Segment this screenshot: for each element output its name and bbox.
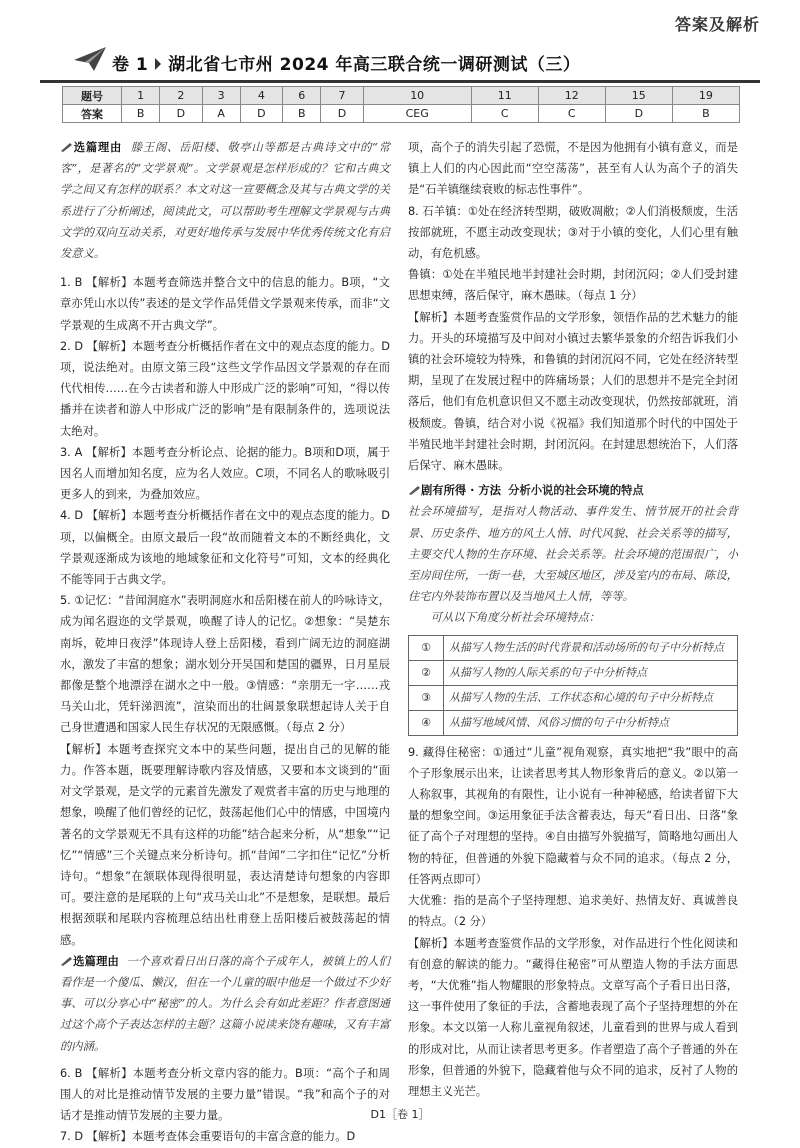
- method-row-text: 从描写人物的生活、工作状态和心境的句子中分析特点: [444, 685, 738, 710]
- answer-q8-luzhen: 鲁镇：①处在半殖民地半封建社会时期，封闭沉闷；②人们受封建思想束缚，落后保守，麻木愚昧。（每点 1 分）: [408, 268, 738, 303]
- method-intro: 可从以下角度分析社会环境特点：: [430, 611, 601, 625]
- question-number: 15: [605, 87, 672, 105]
- answer-q9: 9. 藏得住秘密：①通过“儿童”视角观察，真实地把“我”眼中的高个子形象展示出来，让读者思考其人物形象背后的意义。②以第一人称叙事，其视角的有限性，让小说有一种神秘感，给读者留下大量的想象空间。③运用象征手法含蓄表达，每天“看日出、日落”象征了高个子对理想的坚持。④自由描写外貌描写，简略地勾画出人物的特征，但普通的外貌下隐藏着与众不同的追求。（每点 2 分，任答两点即可）: [408, 745, 738, 886]
- answer-q4: 4. D 【解析】本题考查分析概括作者在文中的观点态度的能力。D项，以偏概全。由原文最后一段“故而随着文本的不断经典化，文学景观逐渐成为该地的地域象征和文化符号”可知，文本的经典化不能等同于古典文学。: [60, 509, 390, 587]
- answer-cell: B: [672, 105, 739, 123]
- answer-row: [63, 105, 740, 123]
- answer-cell: D: [160, 105, 202, 123]
- method-label: 剧有所得 · 方法: [421, 484, 501, 498]
- answer-q1: 1. B 【解析】本题考查筛选并整合文中的信息的能力。B项，“文章亦凭山水以传”表述的是文学作品凭借文学景观来传承，而非“文学景观的生成离不开古典文学”。: [60, 276, 390, 332]
- answer-q3: 3. A 【解析】本题考查分析论点、论据的能力。B项和D项，属于因名人而增加知名度，应为名人效应。C项，不同名人的歌咏吸引更多人的到来，为叠加效应。: [60, 445, 390, 502]
- question-number-row: [63, 87, 740, 105]
- answer-q2: 2. D 【解析】本题考查分析概括作者在文中的观点态度的能力。D项，说法绝对。由原文第三段“这些文学作品因文学景观的存在而代代相传……在今古读者和游人中形成广泛的影响”可知，“得以传播并在读者和游人中形成广泛的影响”是有限制条件的，选项说法太绝对。: [60, 339, 390, 438]
- method-heading: [408, 480, 738, 501]
- method-row-number: ②: [409, 660, 444, 685]
- answer-cell: D: [240, 105, 282, 123]
- method-row: [409, 660, 738, 685]
- question-number: 1: [122, 87, 160, 105]
- reason-label: 选篇理由: [73, 953, 120, 968]
- left-column: [60, 137, 390, 1148]
- answer-cell: CEG: [363, 105, 471, 123]
- row-label-answer: 答案: [63, 105, 122, 123]
- method-row-text: 从描写人物的人际关系的句子中分析特点: [444, 660, 738, 685]
- answer-q9-elegance: 大优雅：指的是高个子坚持理想、追求美好、热情友好、真诚善良的特点。（2 分）: [408, 894, 738, 929]
- answer-q7-continued: 项，高个子的消失引起了恐慌，不是因为他拥有小镇有意义，而是镇上人们的内心因此而“空空荡荡”，甚至有人认为高个子的消失是“石羊镇继续衰败的标志性事件”。: [408, 141, 738, 197]
- pen-icon: [60, 142, 73, 152]
- reason-text: 一个喜欢看日出日落的高个子成年人，被镇上的人们看作是一个傻瓜、懒汉，但在一个儿童的眼中他是一个做过不少好事、可以分享心中“秘密”的人。为什么会有如此差距？作者意图通过这个高个子表达怎样的主题？这篇小说读来饶有趣味，又有丰富的内涵。: [60, 954, 390, 1053]
- method-row: [409, 685, 738, 710]
- method-text: 社会环境描写，是指对人物活动、事件发生、情节展开的社会背景、历史条件、地方的风土人情、时代风貌、社会关系等的描写，主要交代人物的生存环境、社会关系等。社会环境的范围很广，小至房间住所，一街一巷，大至城区地区，涉及室内的布局、陈设，住宅内外装饰布置以及当地风土人情，等等。: [408, 505, 738, 604]
- answer-cell: B: [283, 105, 321, 123]
- method-row: [409, 710, 738, 735]
- method-row-number: ④: [409, 710, 444, 735]
- method-row-number: ①: [409, 635, 444, 660]
- method-table: [408, 635, 738, 736]
- question-number: 4: [240, 87, 282, 105]
- method-row-text: 从描写地域风情、风俗习惯的句子中分析特点: [444, 710, 738, 735]
- analysis-q8: 【解析】本题考查鉴赏作品的文学形象，领悟作品的艺术魅力的能力。开头的环境描写及中间对小镇过去繁华景象的介绍告诉我们小镇的社会环境较为特殊，和鲁镇的封闭沉闷不同，它处在经济转型期，呈现了在发展过程中的阵痛场景；人们的思想并不是完全封闭落后，他们有危机意识但又不愿主动改变现状，仍然按部就班，消极颓废。鲁镇，结合对小说《祝福》我们知道那个时代的中国处于半殖民地半封建社会时期，封闭沉闷。在封建思想统治下，人们落后保守、麻木愚昧。: [408, 310, 738, 473]
- question-number: 2: [160, 87, 202, 105]
- answer-q8: 8. 石羊镇：①处在经济转型期，破败凋敝；②人们消极颓废，生活按部就班，不愿主动改变现状；③对于小镇的变化，人们心里有触动，有危机感。: [408, 204, 738, 261]
- reading-reason-1: [60, 137, 390, 264]
- reason-label: 选篇理由: [73, 140, 123, 154]
- question-number: 12: [538, 87, 605, 105]
- question-number: 6: [283, 87, 321, 105]
- question-number: 11: [471, 87, 538, 105]
- page-title: [112, 50, 580, 75]
- volume-label: 卷 1: [112, 54, 149, 75]
- answer-cell: B: [122, 105, 160, 123]
- answer-cell: A: [202, 105, 240, 123]
- pen-icon: [408, 485, 421, 495]
- title-divider: [40, 80, 760, 83]
- exam-title: 湖北省七市州 2024 年高三联合统一调研测试（三）: [168, 54, 581, 75]
- title-bar: [112, 48, 712, 76]
- answer-cell: C: [471, 105, 538, 123]
- corner-label: 答案及解析: [674, 15, 760, 34]
- method-title: 分析小说的社会环境的特点: [508, 484, 644, 498]
- answer-cell: C: [538, 105, 605, 123]
- page-footer: D1［卷 1］: [370, 1108, 430, 1121]
- right-column: [408, 137, 738, 1102]
- method-row: [409, 635, 738, 660]
- answer-q5: 5. ①记忆：“昔闻洞庭水”表明洞庭水和岳阳楼在前人的吟咏诗文，成为闻名遐迩的文学景观，唤醒了诗人的记忆。②想象：“吴楚东南坼，乾坤日夜浮”体现诗人登上岳阳楼，看到广阔无边的洞庭湖水，激发了丰富的想象；湖水划分开吴国和楚国的疆界，日月星辰都像是整个地漂浮在湖水之中一般。③情感：“亲朋无一字……戎马关山北，凭轩涕泗流”，渲染而出的壮阔景象联想起诗人关于自己身世遭遇和国家人民生存状况的无限感慨。（每点 2 分）: [60, 594, 390, 735]
- question-number: 10: [363, 87, 471, 105]
- answer-q7: 7. D 【解析】本题考查体会重要语句的丰富含意的能力。D: [60, 1130, 356, 1144]
- method-row-number: ③: [409, 685, 444, 710]
- question-number: 3: [202, 87, 240, 105]
- answer-cell: D: [321, 105, 363, 123]
- chevron-right-icon: [154, 58, 162, 70]
- question-number: 19: [672, 87, 739, 105]
- analysis-q9: 【解析】本题考查鉴赏作品的文学形象，对作品进行个性化阅读和有创意的解读的能力。“藏得住秘密”可从塑造人物的手法方面思考，“大优雅”指人物耀眼的形象特点。文章写高个子看日出日落，这一事件使用了象征的手法，含蓄地表现了高个子坚持理想的外在形象。本文以第一人称儿童视角叙述，儿童看到的世界与成人看到的形成对比，从而让读者思考更多。作者塑造了高个子普通的外在形象，但普通的外貌下，隐藏着他与众不同的追求，反衬了人物的理想主义光芒。: [408, 936, 738, 1098]
- answer-q6: 6. B 【解析】本题考查分析文章内容的能力。B项：“高个子和周围人的对比是推动情节发展的主要力量”错误。“我”和高个子的对话才是推动情节发展的主要力量。: [60, 1066, 390, 1123]
- reading-reason-2: [60, 951, 390, 1057]
- answer-table: [62, 86, 740, 123]
- question-number: 7: [321, 87, 363, 105]
- analysis-q5: 【解析】本题考查探究文本中的某些问题，提出自己的见解的能力。作答本题，既要理解诗歌内容及情感，又要和本文谈到的“面对文学景观，是文学的元素首先激发了观赏者丰富的历史与地理的想象，唤醒了他们曾经的记忆，鼓荡起他们心中的情感，中国境内著名的文学景观无不具有这样的功能”结合起来分析，从“想象”“记忆”“情感”三个关键点来分析诗句。抓“昔闻”二字扣住“记忆”分析诗句。“想象”在颔联体现得很明显，表达清楚诗句想象的内容即可。要注意的是尾联的上句“戎马关山北”不是想象，是联想。最后根据颈联和尾联内容梳理总结出杜甫登上岳阳楼后被鼓荡起的情感。: [60, 742, 390, 947]
- reason-text: 滕王阁、岳阳楼、敬亭山等都是古典诗文中的“常客”，是著名的“文学景观”。文学景观是怎样形成的？它和古典文学之间又有怎样的联系？本文对这一宣要概念及其与古典文学的关系进行了分析阐述，阅读此文，可以帮助考生理解文学景观与古典文学的双向互动关系，对更好地传承与发展中华优秀传统文化有启发意义。: [60, 141, 390, 261]
- paper-plane-icon: [72, 44, 108, 77]
- row-label-question: 题号: [63, 87, 122, 105]
- method-row-text: 从描写人物生活的时代背景和活动场所的句子中分析特点: [444, 635, 738, 660]
- answer-cell: D: [605, 105, 672, 123]
- pen-icon: [60, 956, 73, 966]
